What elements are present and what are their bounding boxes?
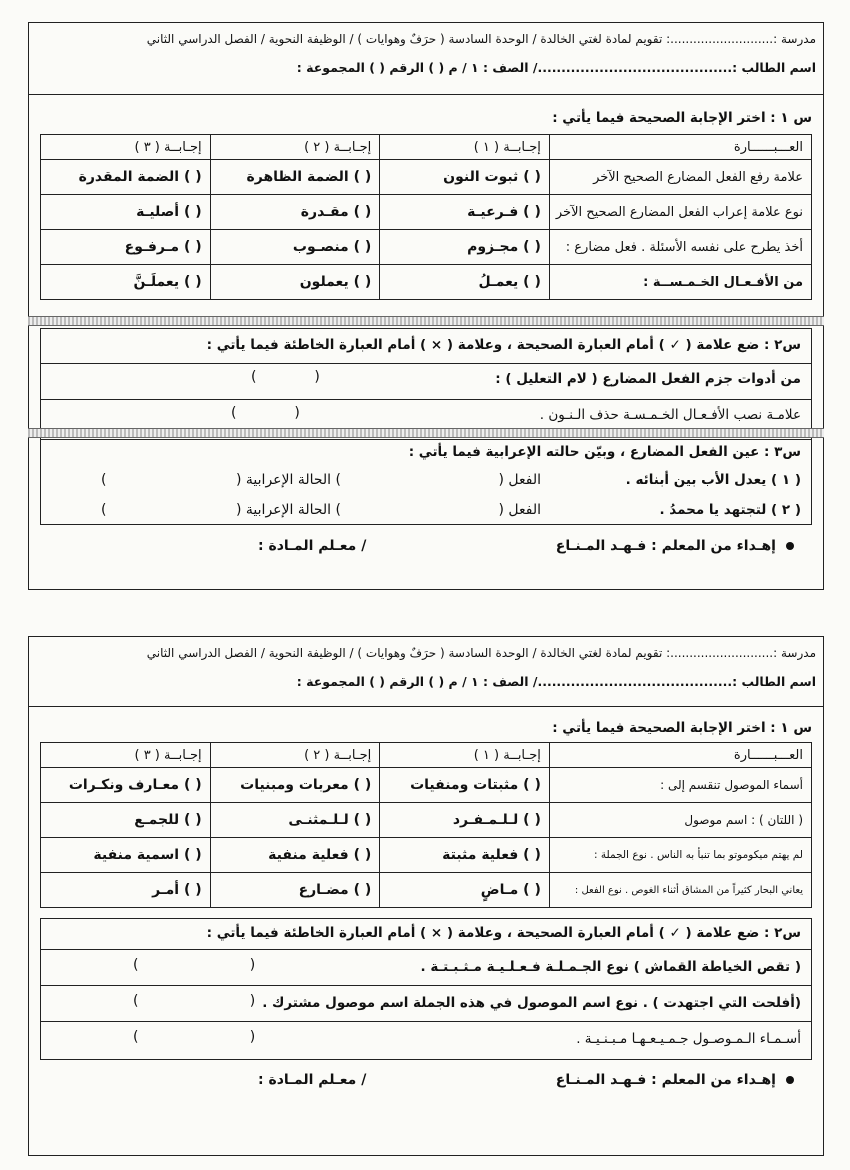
bullet-icon bbox=[786, 1076, 794, 1084]
table-header-row bbox=[41, 743, 812, 768]
verb-label: الفعل ( bbox=[498, 502, 541, 518]
frame-line bbox=[28, 22, 29, 590]
table-row bbox=[41, 803, 812, 838]
header-divider bbox=[28, 94, 824, 95]
header-answer-1: إجـابــة ( ١ ) bbox=[380, 743, 550, 768]
row-divider bbox=[41, 399, 811, 400]
answer-option[interactable]: ( ) مقـدرة bbox=[210, 195, 380, 230]
footer-teacher: / معـلم المـادة : bbox=[258, 538, 367, 554]
answer-option[interactable]: ( ) ثبوت النون bbox=[380, 160, 550, 195]
answer-option[interactable]: ( ) مضـارع bbox=[210, 873, 380, 908]
answer-option[interactable]: ( ) فـرعيـة bbox=[380, 195, 550, 230]
answer-option[interactable]: ( ) مجـزوم bbox=[380, 230, 550, 265]
statement: يعاني البحار كثيراً من المشاق أثناء الغوص . نوع الفعل : bbox=[549, 873, 811, 908]
statement: ( اللتان ) : اسم موصول bbox=[549, 803, 811, 838]
statement: نوع علامة إعراب الفعل المضارع الصحيح الآخر bbox=[549, 195, 811, 230]
table-row bbox=[41, 195, 812, 230]
answer-option[interactable]: ( ) أصليـة bbox=[41, 195, 211, 230]
answer-option[interactable]: ( ) اسمية منفية bbox=[41, 838, 211, 873]
q2-item: أسـمـاء الـمـوصـول جـمـيـعـهـا مـبـنـيـة . bbox=[576, 1031, 801, 1047]
header-answer-3: إجـابــة ( ٣ ) bbox=[41, 743, 211, 768]
answer-option[interactable]: ( ) منصـوب bbox=[210, 230, 380, 265]
statement: لم يهتم ميكوموتو بما تنبأ به الناس . نوع الجملة : bbox=[549, 838, 811, 873]
answer-option[interactable]: ( ) الضمة المقدرة bbox=[41, 160, 211, 195]
q1-table bbox=[40, 742, 812, 908]
answer-slot[interactable]: ( ) bbox=[133, 1029, 256, 1045]
statement: من الأفـعـال الخـمـســة : bbox=[549, 265, 811, 300]
answer-option[interactable]: ( ) لـلـمثنـى bbox=[210, 803, 380, 838]
statement: علامة رفع الفعل المضارع الصحيح الآخر bbox=[549, 160, 811, 195]
q2-item: ( تقص الخياطة القماش ) نوع الجـمـلـة فـعـلـيـة مـثـبـتـة . bbox=[420, 959, 801, 975]
table-header-row bbox=[41, 135, 812, 160]
header-student-line: اسم الطالب :........................................./ الصف : ١ / م ( ) الرقم ( ) المجموعة : bbox=[296, 60, 816, 75]
answer-option[interactable]: ( ) أمـر bbox=[41, 873, 211, 908]
answer-option[interactable]: ( ) معـارف ونكـرات bbox=[41, 768, 211, 803]
q2-box bbox=[40, 328, 812, 440]
answer-option[interactable]: ( ) للجمـع bbox=[41, 803, 211, 838]
table-row bbox=[41, 230, 812, 265]
worksheet-bottom bbox=[28, 636, 824, 1156]
header-school-line: مدرسة :...........................: تقويم لمادة لغتي الخالدة / الوحدة السادسة ( حرَفٌ وهوايات ) / الوظيفة النحوية / الفصل الدراسي الثاني bbox=[146, 32, 816, 46]
bullet-icon bbox=[786, 542, 794, 550]
close-paren: ) bbox=[101, 502, 107, 518]
q3-sentence: ( ٢ ) لتجتهد يا محمدُ . bbox=[659, 502, 801, 518]
answer-slot[interactable]: ( ) bbox=[133, 957, 256, 973]
frame-line bbox=[28, 589, 824, 590]
row-divider bbox=[41, 363, 811, 364]
answer-option[interactable]: ( ) لـلـمـفـرد bbox=[380, 803, 550, 838]
header-student-line: اسم الطالب :........................................./ الصف : ١ / م ( ) الرقم ( ) المجموعة : bbox=[296, 674, 816, 689]
answer-option[interactable]: ( ) معربات ومبنيات bbox=[210, 768, 380, 803]
footer bbox=[58, 538, 794, 554]
answer-slot[interactable]: ( ) bbox=[231, 405, 300, 421]
frame-line bbox=[28, 636, 824, 637]
q2-item: (أفلحت التي اجتهدت ) . نوع اسم الموصول في هذه الجملة اسم موصول مشترك . bbox=[262, 995, 801, 1011]
header-answer-3: إجـابــة ( ٣ ) bbox=[41, 135, 211, 160]
state-label: ) الحالة الإعرابية ( bbox=[236, 472, 341, 488]
table-row bbox=[41, 838, 812, 873]
verb-label: الفعل ( bbox=[498, 472, 541, 488]
q2-item: علامـة نصب الأفـعـال الخـمـسـة حذف الـنـون . bbox=[539, 407, 801, 423]
answer-option[interactable]: ( ) فعلية منفية bbox=[210, 838, 380, 873]
worksheet-top bbox=[28, 22, 824, 590]
statement: أخذ يطرح على نفسه الأسئلة . فعل مضارع : bbox=[549, 230, 811, 265]
footer bbox=[58, 1072, 794, 1088]
q2-title: س٢ : ضع علامة ( ✓ ) أمام العبارة الصحيحة ، وعلامة ( × ) أمام العبارة الخاطئة فيما يأتي : bbox=[206, 925, 801, 941]
frame-line bbox=[823, 22, 824, 590]
section-divider bbox=[28, 316, 824, 326]
answer-option[interactable]: ( ) الضمة الظاهرة bbox=[210, 160, 380, 195]
statement: أسماء الموصول تنقسم إلى : bbox=[549, 768, 811, 803]
header-answer-2: إجـابــة ( ٢ ) bbox=[210, 135, 380, 160]
answer-option[interactable]: ( ) فعلية مثبتة bbox=[380, 838, 550, 873]
frame-line bbox=[823, 636, 824, 1156]
table-row bbox=[41, 265, 812, 300]
row-divider bbox=[41, 949, 811, 950]
answer-slot[interactable]: ( ) bbox=[251, 369, 320, 385]
header-school-line: مدرسة :...........................: تقويم لمادة لغتي الخالدة / الوحدة السادسة ( حرَفٌ وهوايات ) / الوظيفة النحوية / الفصل الدراسي الثاني bbox=[146, 646, 816, 660]
section-divider bbox=[28, 428, 824, 438]
header-statement: العـــبــــــارة bbox=[549, 135, 811, 160]
answer-option[interactable]: ( ) مـرفـوع bbox=[41, 230, 211, 265]
state-label: ) الحالة الإعرابية ( bbox=[236, 502, 341, 518]
q1-title: س ١ : اختر الإجابة الصحيحة فيما يأتي : bbox=[552, 110, 812, 126]
q2-box bbox=[40, 918, 812, 1060]
answer-option[interactable]: ( ) يعملَـنَّ bbox=[41, 265, 211, 300]
q3-sentence: ( ١ ) يعدل الأب بين أبنائه . bbox=[625, 472, 801, 488]
answer-option[interactable]: ( ) مـاضٍ bbox=[380, 873, 550, 908]
frame-line bbox=[28, 22, 824, 23]
q3-box bbox=[40, 438, 812, 525]
q1-table bbox=[40, 134, 812, 300]
table-row bbox=[41, 160, 812, 195]
frame-line bbox=[28, 1155, 824, 1156]
footer-teacher: / معـلم المـادة : bbox=[258, 1072, 367, 1088]
frame-line bbox=[28, 636, 29, 1156]
close-paren: ) bbox=[101, 472, 107, 488]
row-divider bbox=[41, 985, 811, 986]
footer-gift: إهـداء من المعلم : فـهـد المـنـاع bbox=[555, 1072, 776, 1088]
answer-option[interactable]: ( ) يعمـلُ bbox=[380, 265, 550, 300]
row-divider bbox=[41, 1021, 811, 1022]
q2-title: س٢ : ضع علامة ( ✓ ) أمام العبارة الصحيحة ، وعلامة ( × ) أمام العبارة الخاطئة فيما يأتي : bbox=[206, 337, 801, 353]
table-row bbox=[41, 768, 812, 803]
q3-title: س٣ : عين الفعل المضارع ، وبيّن حالته الإعرابية فيما يأتي : bbox=[408, 444, 801, 460]
header-statement: العـــبــــــارة bbox=[549, 743, 811, 768]
header-divider bbox=[28, 706, 824, 707]
table-row bbox=[41, 873, 812, 908]
answer-slot[interactable]: ( ) bbox=[133, 993, 256, 1009]
answer-option[interactable]: ( ) مثبتات ومنفيات bbox=[380, 768, 550, 803]
q2-item: من أدوات جزم الفعل المضارع ( لام التعليل ) : bbox=[495, 371, 801, 387]
answer-option[interactable]: ( ) يعملون bbox=[210, 265, 380, 300]
header-answer-1: إجـابــة ( ١ ) bbox=[380, 135, 550, 160]
header-answer-2: إجـابــة ( ٢ ) bbox=[210, 743, 380, 768]
footer-gift: إهـداء من المعلم : فـهـد المـنـاع bbox=[555, 538, 776, 554]
q1-title: س ١ : اختر الإجابة الصحيحة فيما يأتي : bbox=[552, 720, 812, 736]
